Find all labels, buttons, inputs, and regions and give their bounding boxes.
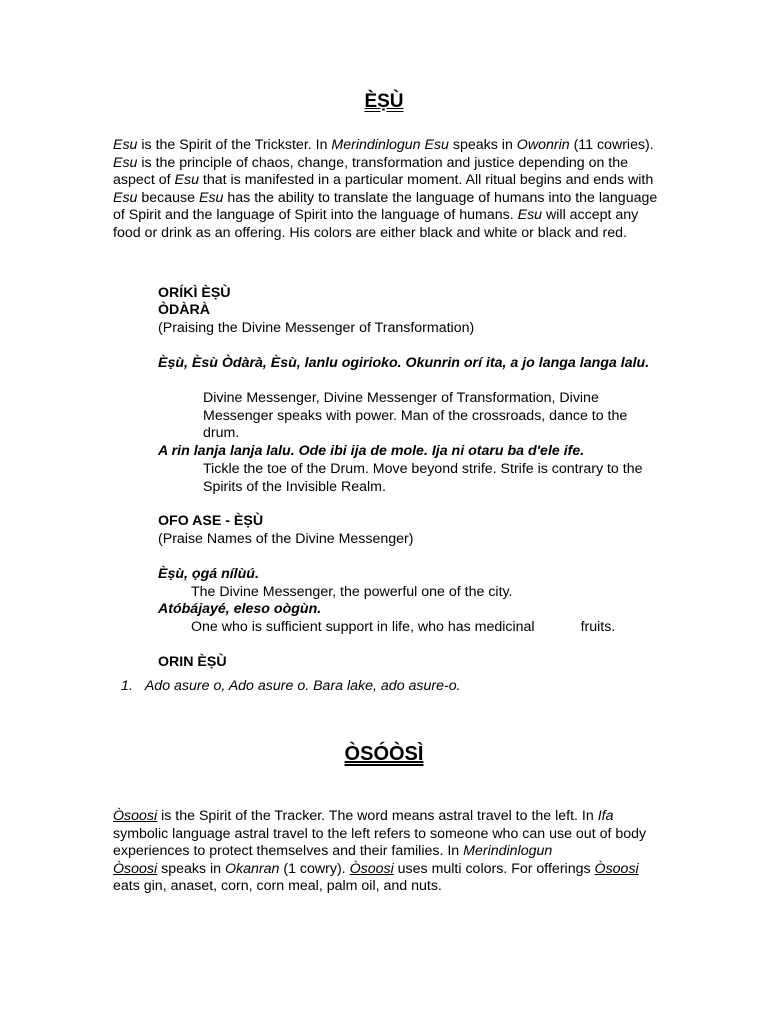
ososi-title: ÒSÓÒSÌ: [344, 743, 424, 765]
odara-heading: ÒDÀRÀ: [158, 302, 211, 318]
oriki-subtitle: (Praising the Divine Messenger of Transformation): [158, 320, 475, 336]
ososi-paragraph: Òsoosi is the Spirit of the Tracker. The word means astral travel to the left. In Ifa symbolic language astral travel to the left refers to someone who can use out of body experiences to protect themselves and their families. In Merindinlogun Òsoosi speaks in Okanran (1 cowry). Òsoosi uses multi colors. For offerings Òsoosi eats gin, anaset, corn, corn meal, palm oil, and nuts.: [113, 808, 647, 895]
ososi-name: Òsoosi: [113, 808, 158, 824]
ofo-translation-2: One who is sufficient support in life, who has medicinal fruits.: [191, 619, 616, 635]
list-number: 1.: [121, 678, 133, 694]
ofo-subtitle: (Praise Names of the Divine Messenger): [158, 531, 414, 547]
orin-heading: ORIN ÈṢÙ: [158, 654, 227, 670]
ofo-verse-1: Èṣù, ọgá nílùú.: [158, 566, 259, 582]
ofo-heading: OFO ASE - ÈṢÙ: [158, 513, 264, 529]
oriki-heading: ORÍKÌ ÈṢÙ: [158, 285, 231, 301]
orin-line-1: Ado asure o, Ado asure o. Bara lake, ado asure-o.: [144, 678, 461, 694]
esu-intro-paragraph: Esu is the Spirit of the Trickster. In Merindinlogun Esu speaks in Owonrin (11 cowries). Esu is the principle of chaos, change, transformation and justice depending on the aspect of Esu that is manifested in a particular moment. All ritual begins and ends with Esu because Esu has the ability to translate the language of humans into the language of Spirit and the language of Spirit into the language of humans. Esu will accept any food or drink as an offering. His colors are either black and white or black and red.: [113, 137, 658, 241]
ofo-translation-1: The Divine Messenger, the powerful one of the city.: [191, 584, 513, 600]
esu-name: Esu: [113, 137, 138, 153]
oriki-translation-2: Tickle the toe of the Drum. Move beyond strife. Strife is contrary to the Spirits of the Invisible Realm.: [203, 461, 643, 495]
orin-list-item-1: [121, 678, 681, 696]
esu-title: ÈṢÙ: [364, 91, 404, 112]
ofo-verse-2: Atóbájayé, eleso oògùn.: [158, 601, 322, 617]
oriki-verse-2: A rin lanja lanja lalu. Ode ibi ija de mole. Ija ni otaru ba d'ele ife.: [158, 443, 585, 459]
oriki-verse-1: Èṣù, Èsù Òdàrà, Èsù, lanlu ogirioko. Okunrin orí ita, a jo langa langa lalu.: [158, 355, 650, 371]
oriki-translation-1: Divine Messenger, Divine Messenger of Transformation, Divine Messenger speaks with power. Man of the crossroads, dance to the drum.: [203, 390, 628, 442]
